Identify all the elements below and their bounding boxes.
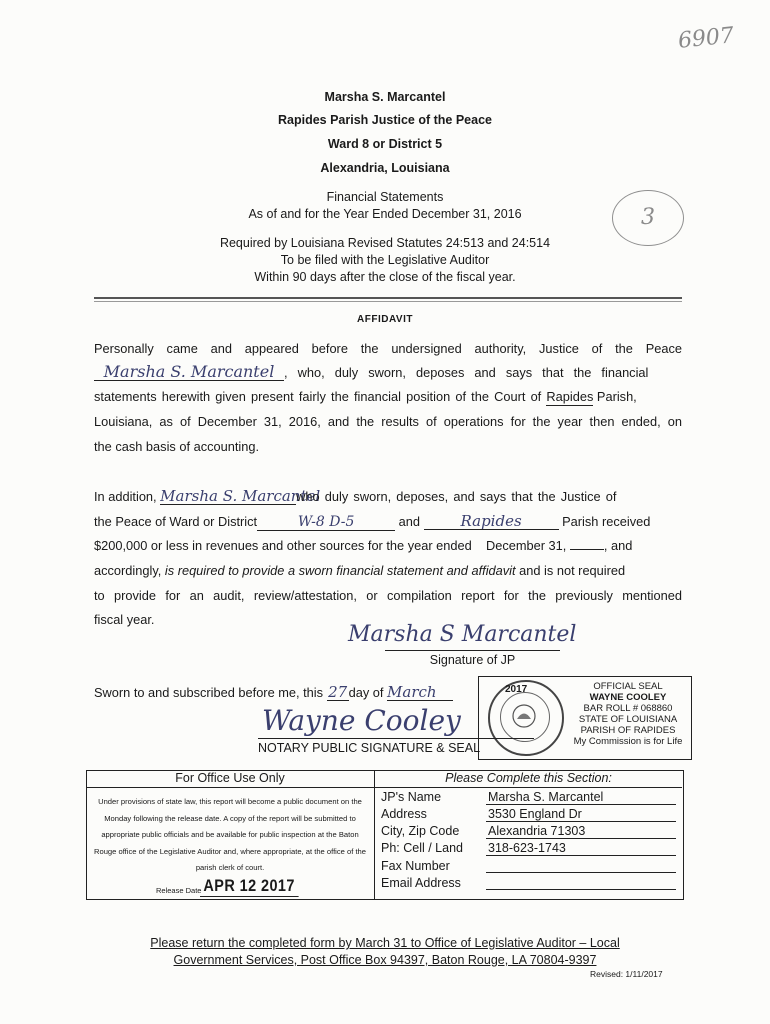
field-value-phone[interactable]: 318-623-1743 [486,840,676,856]
field-value-city-zip[interactable]: Alexandria 71303 [486,823,676,839]
notary-signature-line [258,738,534,739]
para1-line1: Personally came and appeared before the undersigned authority, Justice of the Peace [94,341,682,356]
field-label-phone: Ph: Cell / Land [381,841,463,855]
field-value-address[interactable]: 3530 England Dr [486,806,676,822]
office-use-title: For Office Use Only [175,771,285,785]
ward-district-handwritten: W-8 D-5 [257,514,395,531]
para2-line2-end: Parish received [558,514,651,529]
header-ward: Ward 8 or District 5 [327,137,443,151]
para1-line2-text: , who, duly sworn, deposes and says that the financial [284,365,649,380]
sworn-line [94,684,494,701]
seal-text-block [566,681,690,747]
header-name: Marsha S. Marcantel [324,90,446,104]
notary-signature: Wayne Cooley [262,704,461,737]
pelican-emblem-icon [508,700,540,732]
release-date-label: Release Date [156,886,202,895]
parish-handwritten: Rapides [424,513,559,530]
doc-period: As of and for the Year Ended December 31, 2016 [248,207,522,221]
seal-line5: PARISH OF RAPIDES [580,725,676,736]
sworn-day: 27 [328,683,348,701]
para1-line2 [94,364,682,381]
seal-line2: WAYNE COOLEY [589,692,667,703]
office-box-header-rule [86,787,682,788]
field-label-address: Address [381,807,427,821]
seal-line3: BAR ROLL # 068860 [583,703,673,714]
filed-with-line: To be filed with the Legislative Auditor [280,253,490,267]
notary-signature-label: NOTARY PUBLIC SIGNATURE & SEAL [258,741,481,755]
jp-signature-line [385,650,560,651]
para2-line1-text: who duly sworn, deposes, and says that the Justice of [296,489,617,504]
year-blank[interactable] [570,549,604,550]
jp-name-handwritten: Marsha S. Marcantel [94,364,284,381]
para2-line1-pre: In addition, [94,489,161,504]
para2-line4 [94,563,682,579]
para1-line5: the cash basis of accounting. [94,439,260,454]
office-use-text: Under provisions of state law, this report will become a public document on the Monday following the release date. A copy of the report will be submitted to appropriate public officials and be available for public inspection at the Baton Rouge office of the Legislative Auditor and, where appropriate, at the office of the parish clerk of court. [93,797,366,872]
release-date-stamp: APR 12 2017 [200,876,298,897]
field-label-city-zip: City, Zip Code [381,824,460,838]
corner-note: 6907 [676,23,736,54]
para2-line6: fiscal year. [94,612,155,627]
affidavit-title: AFFIDAVIT [357,314,413,325]
sworn-mid: day of [348,685,388,700]
header-divider [94,297,682,302]
field-value-fax[interactable] [486,857,676,873]
para2-and: and [395,514,424,529]
para1-line3 [94,389,682,406]
field-label-fax: Fax Number [381,859,450,873]
sworn-month: March [387,684,453,701]
seal-line1: OFFICIAL SEAL [593,681,663,692]
header-office: Rapides Parish Justice of the Peace [278,113,492,127]
para1-line4: Louisiana, as of December 31, 2016, and the results of operations for the year then ended, on [94,414,682,429]
footer-line1: Please return the completed form by March 31 to Office of Legislative Auditor – Local [150,936,620,950]
field-value-email[interactable] [486,874,676,890]
sworn-pre: Sworn to and subscribed before me, this [94,685,327,700]
field-label-email: Email Address [381,876,461,890]
para2-line3 [94,538,682,554]
para1-line3-end: Parish, [593,389,637,404]
statute-line: Required by Louisiana Revised Statutes 24:513 and 24:514 [219,236,551,250]
para2-line4-pre: accordingly, [94,563,165,578]
para2-line4-end: and is not required [515,563,626,578]
para2-line4-italic: is required to provide a sworn financial statement and affidavit [164,563,516,578]
office-box-divider [374,770,375,899]
jp-signature-label: Signature of JP [429,653,516,667]
jp-name-handwritten-2: Marsha S. Marcantel [160,487,321,505]
header-location: Alexandria, Louisiana [320,161,450,175]
footer-line2: Government Services, Post Office Box 94397, Baton Rouge, LA 70804-9397 [173,953,597,967]
para2-line3-end: , and [603,538,633,553]
para2-line2-pre: the Peace of Ward or District [94,514,258,529]
field-label-jp-name: JP's Name [381,790,442,804]
seal-year: 2017 [505,684,528,695]
jp-signature: Marsha S Marcantel [348,622,577,647]
para2-line1 [94,488,682,505]
para2-line3-text: $200,000 or less in revenues and other sources for the year ended December 31, [94,538,570,553]
contact-section-title: Please Complete this Section: [445,771,612,785]
revised-date: Revised: 1/11/2017 [590,969,663,979]
field-value-jp-name[interactable]: Marsha S. Marcantel [486,789,676,805]
para2-line5: to provide for an audit, review/attestation, or compilation report for the previously mentioned [94,588,682,603]
deadline-line: Within 90 days after the close of the fiscal year. [254,270,516,284]
doc-title: Financial Statements [326,190,444,204]
seal-line4: STATE OF LOUISIANA [578,714,678,725]
circled-page-number: 3 [612,190,684,246]
seal-line6: My Commission is for Life [573,736,683,747]
para1-line3-text: statements herewith given present fairly the financial position of the Court of [94,389,547,404]
para2-line2 [94,513,682,531]
parish-typed: Rapides [546,389,594,404]
